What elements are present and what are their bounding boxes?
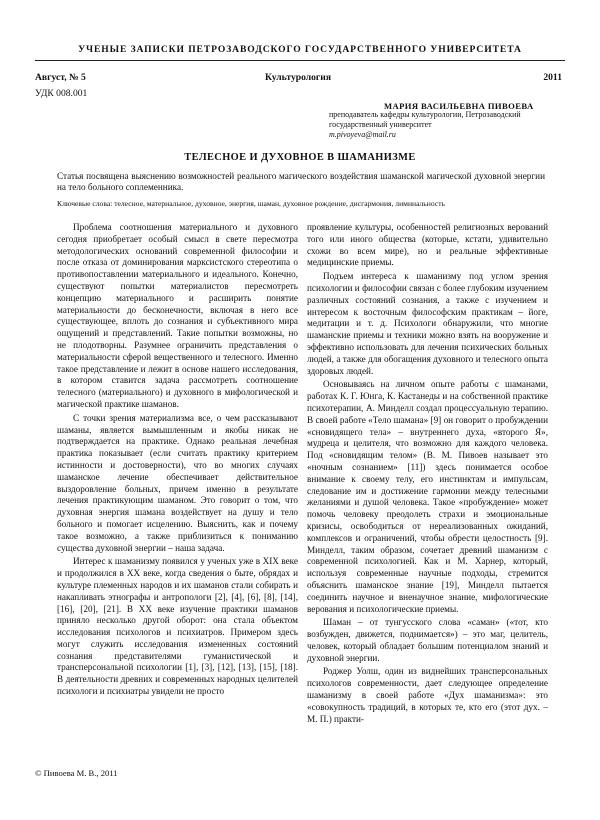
author-email: m.pivoyeva@mail.ru — [329, 130, 396, 139]
paragraph: Роджер Уолш, один из виднейших трансперсональных психологов современности, дает следующее определение шаманизму в своей работе «Дух шаманизма»: это «совокупность традиций, в которых те, кто его (этот дух. – М. П.) практи- — [307, 666, 548, 724]
article-abstract: Статья посвящена выяснению возможностей реального магического воздействия шаманской магической духовной энергии на тело больного соплеменника. — [57, 171, 545, 192]
author-affiliation-block — [329, 110, 561, 140]
udk-code: УДК 008.001 — [35, 88, 88, 99]
paragraph: Проблема соотношения материального и духовного сегодня приобретает особый смысл в свете пересмотра методологических оснований современной философии и после отказа от доминирования марксистского стереотипа о противопоставлении материального и идеального. Конечно, существуют попытки материалистов пересмотреть концепцию материального и расширить понятие материальности до бесконечности, включая в него все существующее, вплоть до сознания и субъективного мира ощущений и представлений. Такие попытки возможны, но не плодотворны. Разумнее ограничить представления о материальности сферой вещественного и телесного. Именно такое представление и лежит в основе нашего исследования, в котором ставится задача рассмотреть соотношение телесного (материального) и духовного в мифологической и магической практике шаманов. — [57, 222, 298, 409]
paragraph: проявление культуры, особенностей религиозных верований того или иного общества (которые, кстати, удивительно схожи во всем мире), но и реальные эффективные медицинские приемы. — [307, 222, 548, 268]
issue-year: 2011 — [543, 72, 562, 83]
paragraph: Интерес к шаманизму появился у ученых уже в XIX веке и продолжился в XX веке, когда сведения о быте, обрядах и культуре племенных народов и их шаманов стали собирать и накапливать этнографы и антропологи [2], [4], [6], [8], [14], [16], [20], [21]. В XX веке изучение практики шаманов приняло несколько другой оборот: она стала объектом исследования психологов и психиатров. Примером здесь могут служить исследования измененных состояний сознания представителями гуманистической и трансперсональной психологии [1], [3], [12], [13], [15], [18]. В деятельности древних и современных народных целителей психологи и психиатры увидели не просто — [57, 556, 298, 697]
paragraph: Подъем интереса к шаманизму под углом зрения психологии и философии связан с более глубоким изучением различных состояний сознания, а также с изучением и интересом к восточным философским практикам – йоге, медитации и т. д. Психологи обнаружили, что многие шаманские приемы и техники можно взять на вооружение и эффективно использовать для лечения психических больных людей, а также для обогащения духовного и телесного опыта здоровых людей. — [307, 271, 548, 376]
body-column-right — [307, 222, 548, 725]
paragraph: Шаман – от тунгусского слова «саман» («тот, кто возбужден, движется, поднимается») – это маг, целитель, человек, который обладает большим потенциалом знаний и духовной энергии. — [307, 617, 548, 663]
paragraph: Основываясь на личном опыте работы с шаманами, работах К. Г. Юнга, К. Кастанеды и на собственной практике психотерапии, А. Минделл создал процессуальную терапию. В своей работе «Тело шамана» [9] он говорит о пробуждении «сновидящего тела» – внутреннего духа, «второго Я», мудреца и целителя, что возможно для каждого человека. Под «сновидящим телом» (В. М. Пивоев называет это «ночным сознанием» [11]) здесь понимается особое внимание к своему телу, его инстинктам и импульсам, следование им и достижение гармонии между телесными желаниями и душой человека. Такое «пробуждение» может помочь человеку преодолеть страхи и эмоциональные кризисы, освободиться от нереализованных ожиданий, комплексов и ограничений, чтобы обрести целостность [9]. Минделл, таким образом, сочетает древний шаманизм с современной психологией. Как и М. Харнер, который, используя современные научные подходы, стремится объяснить шаманское знание [19], Минделл пытается соединить научное и вненаучное знание, мифологические верования и психологические приемы. — [307, 379, 548, 614]
issue-number: Август, № 5 — [35, 72, 86, 83]
header-divider — [35, 60, 565, 61]
body-column-left — [57, 222, 298, 698]
issue-meta-row — [35, 72, 562, 84]
author-name: МАРИЯ ВАСИЛЬЕВНА ПИВОЕВА — [384, 101, 534, 111]
paragraph: С точки зрения материализма все, о чем рассказывают шаманы, является вымышленным и якобы никак не подтверждается на практике. Однако реальная лечебная практика показывает (если считать практику критерием истинности и достоверности), что во многих случаях шаманское лечение обеспечивает действительное выздоровление больных, причем именно в результате лечения практикующим шаманом. Это говорит о том, что духовная энергия шамана воздействует на душу и тело больного и помогает исцелению. Выяснить, как и почему такое возможно, а также приблизиться к пониманию существа духовной энергии – наша задача. — [57, 412, 298, 553]
author-affiliation: преподаватель кафедры культурологии, Петрозаводский государственный университет — [329, 110, 521, 129]
article-title: ТЕЛЕСНОЕ И ДУХОВНОЕ В ШАМАНИЗМЕ — [184, 152, 416, 163]
article-keywords: Ключевые слова: телесное, материальное, духовное, энергия, шаман, духовное рождение, дисгармония, лиминальность — [57, 199, 445, 208]
section-name: Культурология — [265, 72, 332, 83]
journal-title: УЧЕНЫЕ ЗАПИСКИ ПЕТРОЗАВОДСКОГО ГОСУДАРСТВЕННОГО УНИВЕРСИТЕТА — [78, 44, 522, 55]
copyright-notice: © Пивоева М. В., 2011 — [35, 768, 118, 778]
